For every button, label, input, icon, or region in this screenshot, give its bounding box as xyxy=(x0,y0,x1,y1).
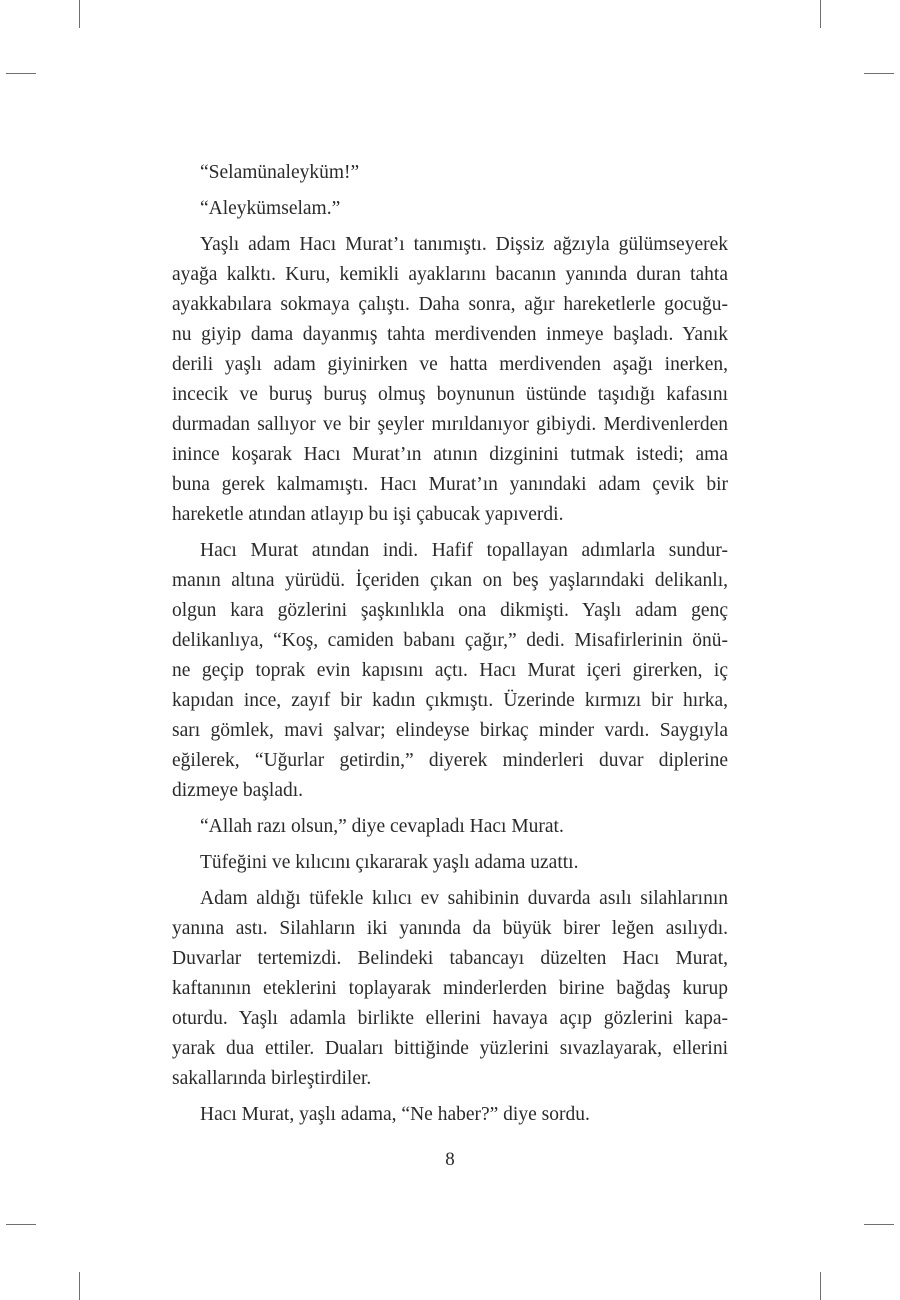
paragraph xyxy=(172,812,728,842)
crop-mark-top-right-vertical xyxy=(820,0,821,28)
text-line: sarı gömlek, mavi şalvar; elindeyse birkaç minder vardı. Saygıyla xyxy=(172,720,728,741)
text-line: ayağa kalktı. Kuru, kemikli ayaklarını bacanın yanında duran tahta xyxy=(172,264,728,285)
paragraph xyxy=(172,1100,728,1130)
text-line: ne geçip toprak evin kapısını açtı. Hacı Murat içeri girerken, iç xyxy=(172,660,728,681)
text-line: nu giyip dama dayanmış tahta merdivenden inmeye başladı. Yanık xyxy=(172,324,728,345)
text-line: olgun kara gözlerini şaşkınlıkla ona dikmişti. Yaşlı adam genç xyxy=(172,600,728,621)
text-line: oturdu. Yaşlı adamla birlikte ellerini havaya açıp gözlerini kapa- xyxy=(172,1008,728,1029)
text-line: “Aleykümselam.” xyxy=(200,198,341,219)
text-line: manın altına yürüdü. İçeriden çıkan on beş yaşlarındaki delikanlı, xyxy=(172,570,728,591)
crop-mark-top-left-vertical xyxy=(79,0,80,28)
text-line: yarak dua ettiler. Duaları bittiğinde yüzlerini sıvazlayarak, ellerini xyxy=(172,1038,728,1059)
paragraph xyxy=(172,194,728,224)
text-line: “Selamünaleyküm!” xyxy=(200,162,360,183)
crop-mark-bottom-right-vertical xyxy=(820,1272,821,1300)
paragraph xyxy=(172,848,728,878)
text-line: Duvarlar tertemizdi. Belindeki tabancayı düzelten Hacı Murat, xyxy=(172,948,728,969)
paragraph xyxy=(172,158,728,188)
text-line: buna gerek kalmamıştı. Hacı Murat’ın yanındaki adam çevik bir xyxy=(172,474,728,495)
text-line: inince koşarak Hacı Murat’ın atının dizginini tutmak istedi; ama xyxy=(172,444,728,465)
text-line: derili yaşlı adam giyinirken ve hatta merdivenden aşağı inerken, xyxy=(172,354,728,375)
text-line: durmadan sallıyor ve bir şeyler mırıldanıyor gibiydi. Merdivenlerden xyxy=(172,414,728,435)
text-line: delikanlıya, “Koş, camiden babanı çağır,” dedi. Misafirlerinin önü- xyxy=(172,630,728,651)
text-line: Adam aldığı tüfekle kılıcı ev sahibinin duvarda asılı silahlarının xyxy=(200,888,728,909)
paragraph xyxy=(172,884,728,1094)
text-line: hareketle atından atlayıp bu işi çabucak yapıverdi. xyxy=(172,504,564,525)
text-line: Tüfeğini ve kılıcını çıkararak yaşlı adama uzattı. xyxy=(200,852,579,873)
paragraph xyxy=(172,536,728,806)
text-line: kaftanının eteklerini toplayarak minderlerden birine bağdaş kurup xyxy=(172,978,728,999)
paragraph xyxy=(172,230,728,530)
crop-mark-bottom-left-horizontal xyxy=(6,1224,36,1225)
text-line: eğilerek, “Uğurlar getirdin,” diyerek minderleri duvar diplerine xyxy=(172,750,728,771)
text-line: Yaşlı adam Hacı Murat’ı tanımıştı. Dişsiz ağzıyla gülümseyerek xyxy=(200,234,728,255)
page-number: 8 xyxy=(445,1149,455,1170)
text-line: “Allah razı olsun,” diye cevapladı Hacı Murat. xyxy=(200,816,564,837)
text-line: dizmeye başladı. xyxy=(172,780,304,801)
book-page-body xyxy=(172,158,728,1136)
text-line: Hacı Murat atından indi. Hafif topallayan adımlarla sundur- xyxy=(200,540,728,561)
crop-mark-top-right-horizontal xyxy=(864,73,894,74)
crop-mark-bottom-left-vertical xyxy=(79,1272,80,1300)
text-line: incecik ve buruş buruş olmuş boynunun üstünde taşıdığı kafasını xyxy=(172,384,728,405)
crop-mark-top-left-horizontal xyxy=(6,73,36,74)
text-line: sakallarında birleştirdiler. xyxy=(172,1068,372,1089)
text-line: yanına astı. Silahların iki yanında da büyük birer leğen asılıydı. xyxy=(172,918,728,939)
text-line: Hacı Murat, yaşlı adama, “Ne haber?” diye sordu. xyxy=(200,1104,590,1125)
text-line: ayakkabılara sokmaya çalıştı. Daha sonra, ağır hareketlerle gocuğu- xyxy=(172,294,728,315)
text-line: kapıdan ince, zayıf bir kadın çıkmıştı. Üzerinde kırmızı bir hırka, xyxy=(172,690,728,711)
crop-mark-bottom-right-horizontal xyxy=(864,1224,894,1225)
